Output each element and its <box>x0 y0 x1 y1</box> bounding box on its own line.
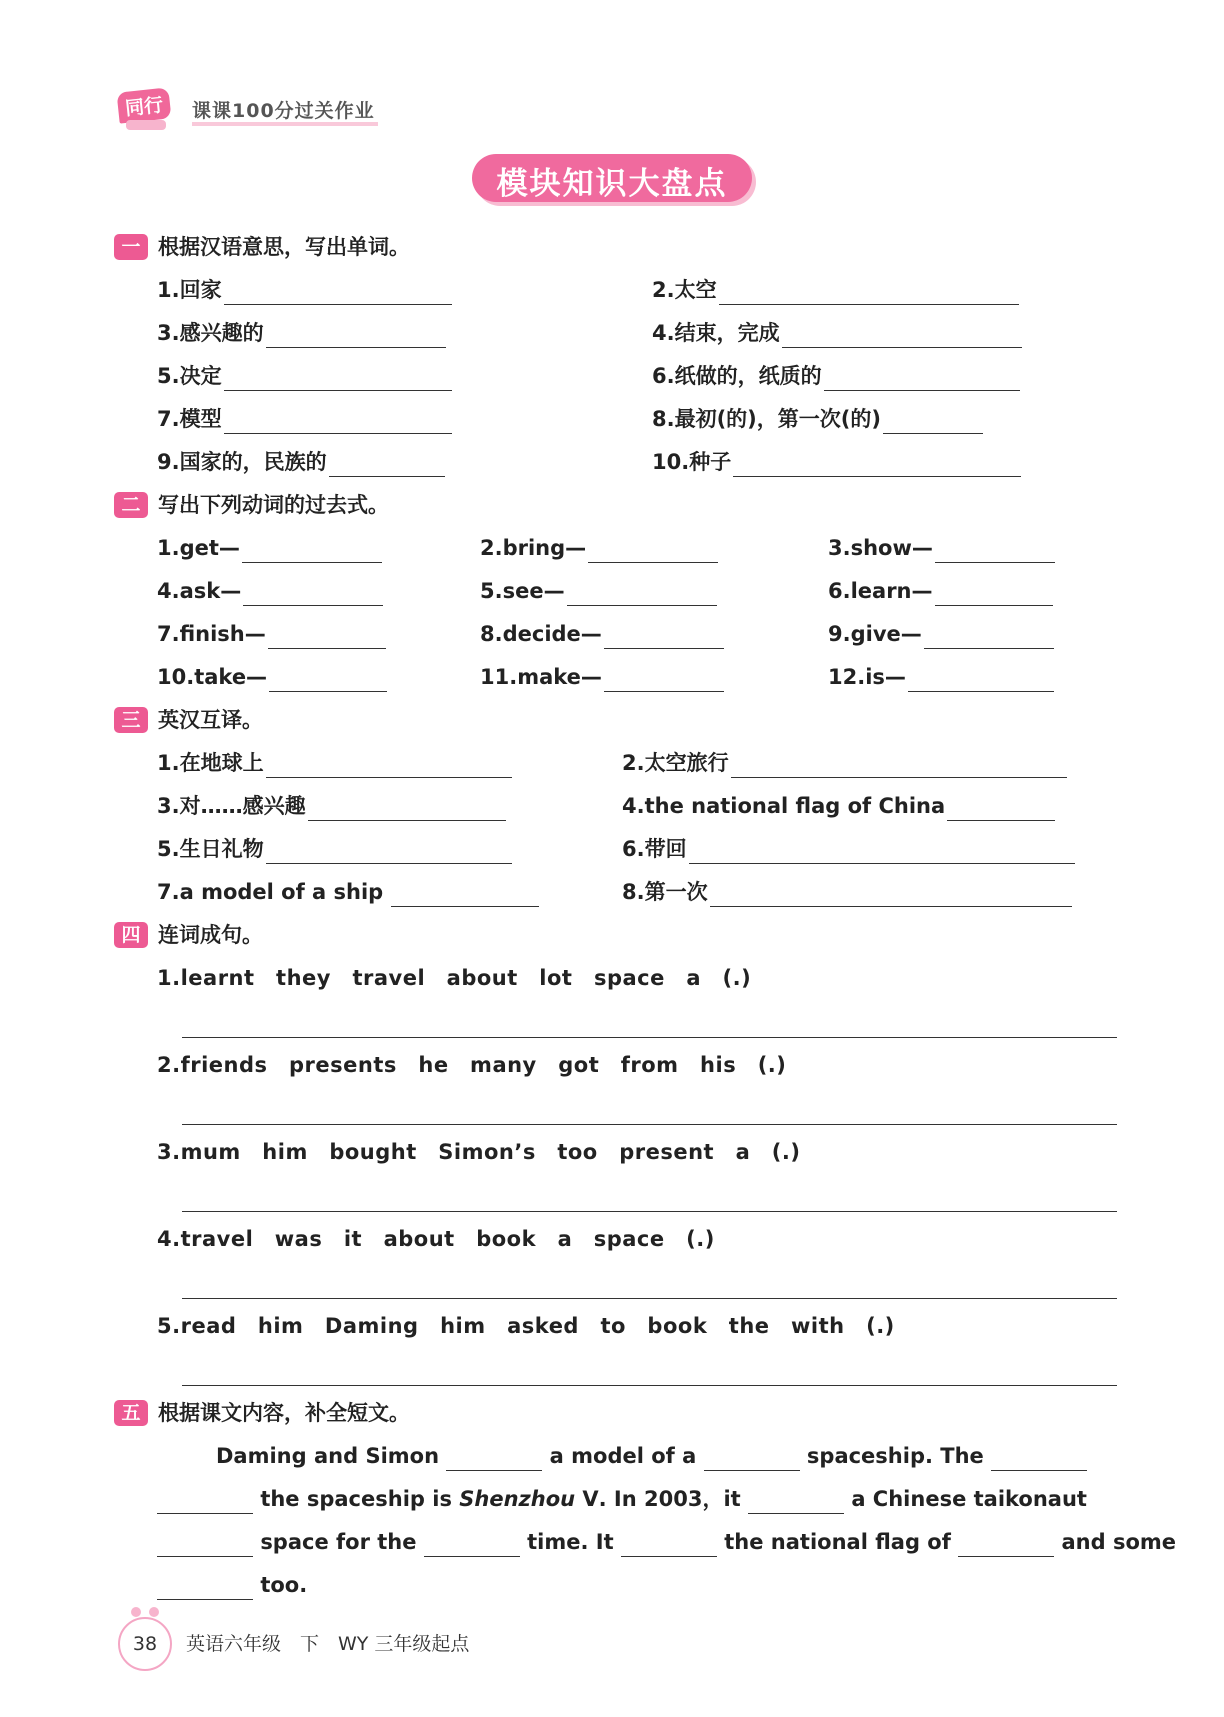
footer-text: 英语六年级 下 WY 三年级起点 <box>186 1633 470 1655</box>
section-3-heading: 三 英汉互译。 <box>114 705 514 735</box>
answer-blank[interactable] <box>224 407 452 434</box>
answer-blank[interactable] <box>446 1444 542 1471</box>
s3-item-1: 1.在地球上 <box>157 748 512 778</box>
answer-blank[interactable] <box>908 665 1054 692</box>
s3-item-7: 7.a model of a ship <box>157 877 539 907</box>
answer-blank[interactable] <box>824 364 1020 391</box>
section-4-heading: 四 连词成句。 <box>114 920 514 950</box>
page-banner <box>462 150 762 208</box>
answer-blank[interactable] <box>224 278 452 305</box>
answer-blank[interactable] <box>935 536 1055 563</box>
brand-logo-text: 同行 <box>117 87 172 123</box>
s4-words-2: 2.friends presents he many got from his (.) <box>157 1053 787 1077</box>
page-number: 38 <box>118 1617 172 1671</box>
s1-item-7: 7.模型 <box>157 404 452 434</box>
answer-blank[interactable] <box>266 321 446 348</box>
passage-line-2: the spaceship is Shenzhou Ⅴ. In 2003，it a Chinese taikonaut <box>157 1484 1087 1514</box>
s2-item-7: 7.finish— <box>157 619 386 649</box>
header-title: 课课100分过关作业 <box>192 100 375 122</box>
s1-item-9: 9.国家的，民族的 <box>157 447 445 477</box>
section-1-heading: 一 根据汉语意思，写出单词。 <box>114 232 514 262</box>
answer-blank[interactable] <box>621 1530 717 1557</box>
answer-blank[interactable] <box>268 622 386 649</box>
answer-line[interactable] <box>182 1037 1117 1038</box>
s1-item-3: 3.感兴趣的 <box>157 318 446 348</box>
s3-item-3: 3.对……感兴趣 <box>157 791 506 821</box>
brand-logo <box>118 90 178 132</box>
passage-line-4: too. <box>157 1570 307 1600</box>
s1-item-2: 2.太空 <box>652 275 1019 305</box>
answer-line[interactable] <box>182 1298 1117 1299</box>
s2-item-2: 2.bring— <box>480 533 718 563</box>
answer-blank[interactable] <box>266 837 512 864</box>
s2-item-6: 6.learn— <box>828 576 1053 606</box>
s4-words-3: 3.mum him bought Simon’s too present a (.) <box>157 1140 801 1164</box>
s2-item-8: 8.decide— <box>480 619 724 649</box>
answer-blank[interactable] <box>242 536 382 563</box>
answer-blank[interactable] <box>588 536 718 563</box>
s1-item-1: 1.回家 <box>157 275 452 305</box>
answer-blank[interactable] <box>748 1487 844 1514</box>
answer-blank[interactable] <box>329 450 445 477</box>
answer-blank[interactable] <box>958 1530 1054 1557</box>
section-2-heading: 二 写出下列动词的过去式。 <box>114 490 514 520</box>
s2-item-3: 3.show— <box>828 533 1055 563</box>
page-title: 模块知识大盘点 <box>496 166 728 202</box>
answer-blank[interactable] <box>947 794 1055 821</box>
s2-item-9: 9.give— <box>828 619 1054 649</box>
answer-line[interactable] <box>182 1124 1117 1125</box>
s1-item-5: 5.决定 <box>157 361 452 391</box>
answer-blank[interactable] <box>157 1487 253 1514</box>
s1-item-6: 6.纸做的，纸质的 <box>652 361 1020 391</box>
s1-item-4: 4.结束，完成 <box>652 318 1022 348</box>
s3-item-4: 4.the national flag of China <box>622 791 1055 821</box>
answer-blank[interactable] <box>991 1444 1087 1471</box>
header-underline <box>192 122 378 126</box>
s2-item-4: 4.ask— <box>157 576 383 606</box>
answer-blank[interactable] <box>719 278 1019 305</box>
s2-item-11: 11.make— <box>480 662 724 692</box>
s4-words-4: 4.travel was it about book a space (.) <box>157 1227 715 1251</box>
s2-item-10: 10.take— <box>157 662 387 692</box>
answer-blank[interactable] <box>308 794 506 821</box>
s3-item-2: 2.太空旅行 <box>622 748 1067 778</box>
answer-blank[interactable] <box>391 880 539 907</box>
answer-blank[interactable] <box>224 364 452 391</box>
answer-blank[interactable] <box>269 665 387 692</box>
answer-blank[interactable] <box>924 622 1054 649</box>
answer-blank[interactable] <box>567 579 717 606</box>
passage-line-1: Daming and Simon a model of a spaceship. The <box>216 1441 1087 1471</box>
answer-blank[interactable] <box>604 622 724 649</box>
answer-blank[interactable] <box>704 1444 800 1471</box>
answer-blank[interactable] <box>157 1530 253 1557</box>
s1-item-8: 8.最初(的)，第一次(的) <box>652 404 983 434</box>
answer-blank[interactable] <box>731 751 1067 778</box>
s2-item-12: 12.is— <box>828 662 1054 692</box>
answer-blank[interactable] <box>883 407 983 434</box>
answer-blank[interactable] <box>733 450 1021 477</box>
s3-item-8: 8.第一次 <box>622 877 1072 907</box>
answer-blank[interactable] <box>266 751 512 778</box>
answer-line[interactable] <box>182 1211 1117 1212</box>
answer-blank[interactable] <box>935 579 1053 606</box>
answer-blank[interactable] <box>782 321 1022 348</box>
s1-item-10: 10.种子 <box>652 447 1021 477</box>
s2-item-1: 1.get— <box>157 533 382 563</box>
section-5-heading: 五 根据课文内容，补全短文。 <box>114 1398 514 1428</box>
answer-line[interactable] <box>182 1385 1117 1386</box>
s4-words-5: 5.read him Daming him asked to book the with (.) <box>157 1314 895 1338</box>
answer-blank[interactable] <box>604 665 724 692</box>
answer-blank[interactable] <box>157 1573 253 1600</box>
s3-item-5: 5.生日礼物 <box>157 834 512 864</box>
passage-line-3: space for the time. It the national flag of and some <box>157 1527 1176 1557</box>
answer-blank[interactable] <box>710 880 1072 907</box>
s2-item-5: 5.see— <box>480 576 717 606</box>
s4-words-1: 1.learnt they travel about lot space a (.) <box>157 966 752 990</box>
s3-item-6: 6.带回 <box>622 834 1075 864</box>
answer-blank[interactable] <box>424 1530 520 1557</box>
answer-blank[interactable] <box>689 837 1075 864</box>
answer-blank[interactable] <box>243 579 383 606</box>
